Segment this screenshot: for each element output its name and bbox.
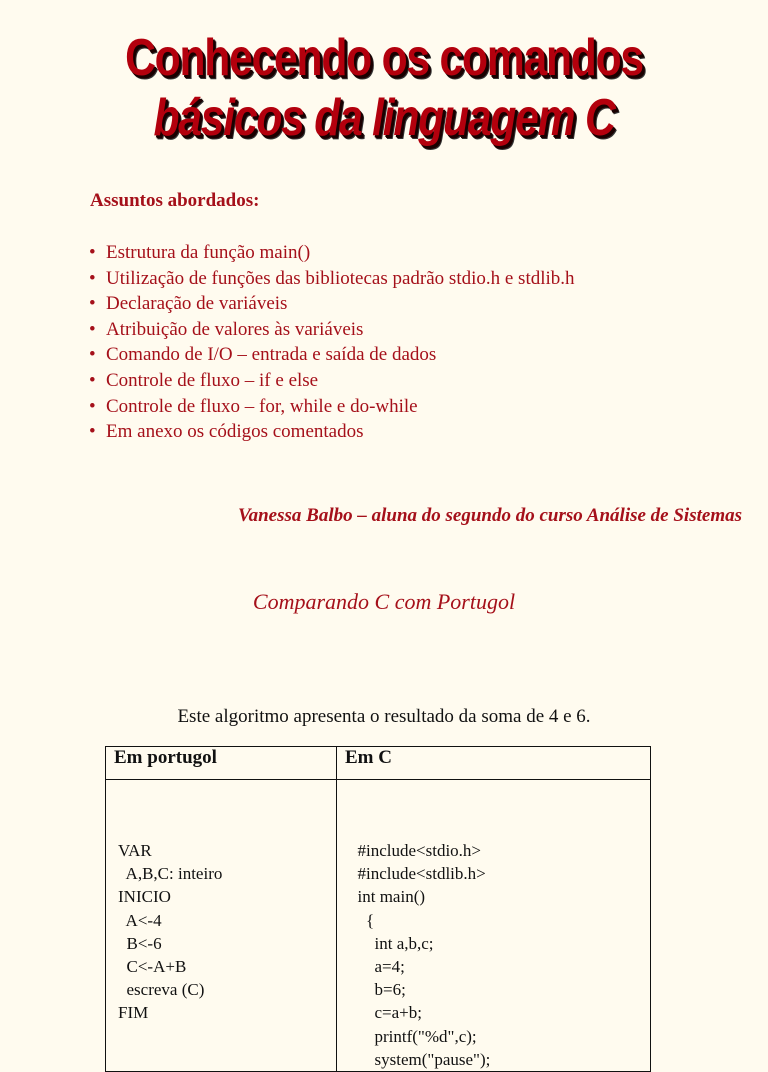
c-code-line: b=6;	[349, 980, 406, 1000]
portugol-code-line: C<-A+B	[118, 956, 187, 976]
table-row	[106, 780, 651, 1072]
author-credit: Vanessa Balbo – aluna do segundo do curso Análise de Sistemas	[238, 505, 742, 526]
title-line-2: básicos da linguagem C	[153, 89, 615, 147]
topics-heading: Assuntos abordados:	[90, 190, 260, 211]
header-portugol: Em portugol	[106, 747, 337, 780]
header-c: Em C	[337, 747, 651, 780]
list-item: • Controle de fluxo – if e else	[86, 368, 575, 394]
c-code-line: {	[349, 910, 375, 930]
c-code-line: a=4;	[349, 956, 405, 976]
intro-text: Este algoritmo apresenta o resultado da soma de 4 e 6.	[177, 706, 591, 727]
portugol-code	[106, 780, 336, 1025]
portugol-code-cell	[106, 780, 337, 1072]
c-code-line: system("pause");	[349, 1049, 491, 1069]
section-title: Comparando C com Portugol	[252, 589, 516, 614]
list-item: • Controle de fluxo – for, while e do-while	[86, 394, 575, 420]
c-code-cell	[337, 780, 651, 1072]
topics-list	[86, 240, 575, 445]
portugol-code-line: escreva (C)	[118, 980, 205, 1000]
portugol-code-line: INICIO	[118, 887, 171, 907]
portugol-code-line: VAR	[118, 841, 152, 860]
c-code-line: int a,b,c;	[349, 933, 434, 953]
portugol-code-line: FIM	[118, 1003, 149, 1023]
title-line-1: Conhecendo os comandos	[125, 29, 643, 87]
c-code-line: #include<stdlib.h>	[349, 864, 486, 884]
portugol-code-line: B<-6	[118, 933, 162, 953]
table-header-row	[106, 747, 651, 780]
list-item: • Utilização de funções das bibliotecas padrão stdio.h e stdlib.h	[86, 266, 575, 292]
list-item: • Em anexo os códigos comentados	[86, 419, 575, 445]
list-item: • Estrutura da função main()	[86, 240, 575, 266]
c-code-line: printf("%d",c);	[349, 1026, 477, 1046]
portugol-code-line: A,B,C: inteiro	[118, 864, 223, 884]
portugol-code-line: A<-4	[118, 910, 162, 930]
list-item: • Declaração de variáveis	[86, 291, 575, 317]
list-item: • Atribuição de valores às variáveis	[86, 317, 575, 343]
list-item: • Comando de I/O – entrada e saída de dados	[86, 342, 575, 368]
c-code-line: int main()	[349, 887, 426, 907]
c-code-line: #include<stdio.h>	[349, 841, 482, 860]
c-code-line: c=a+b;	[349, 1003, 422, 1023]
comparison-table	[105, 746, 651, 1072]
c-code	[337, 780, 650, 1071]
